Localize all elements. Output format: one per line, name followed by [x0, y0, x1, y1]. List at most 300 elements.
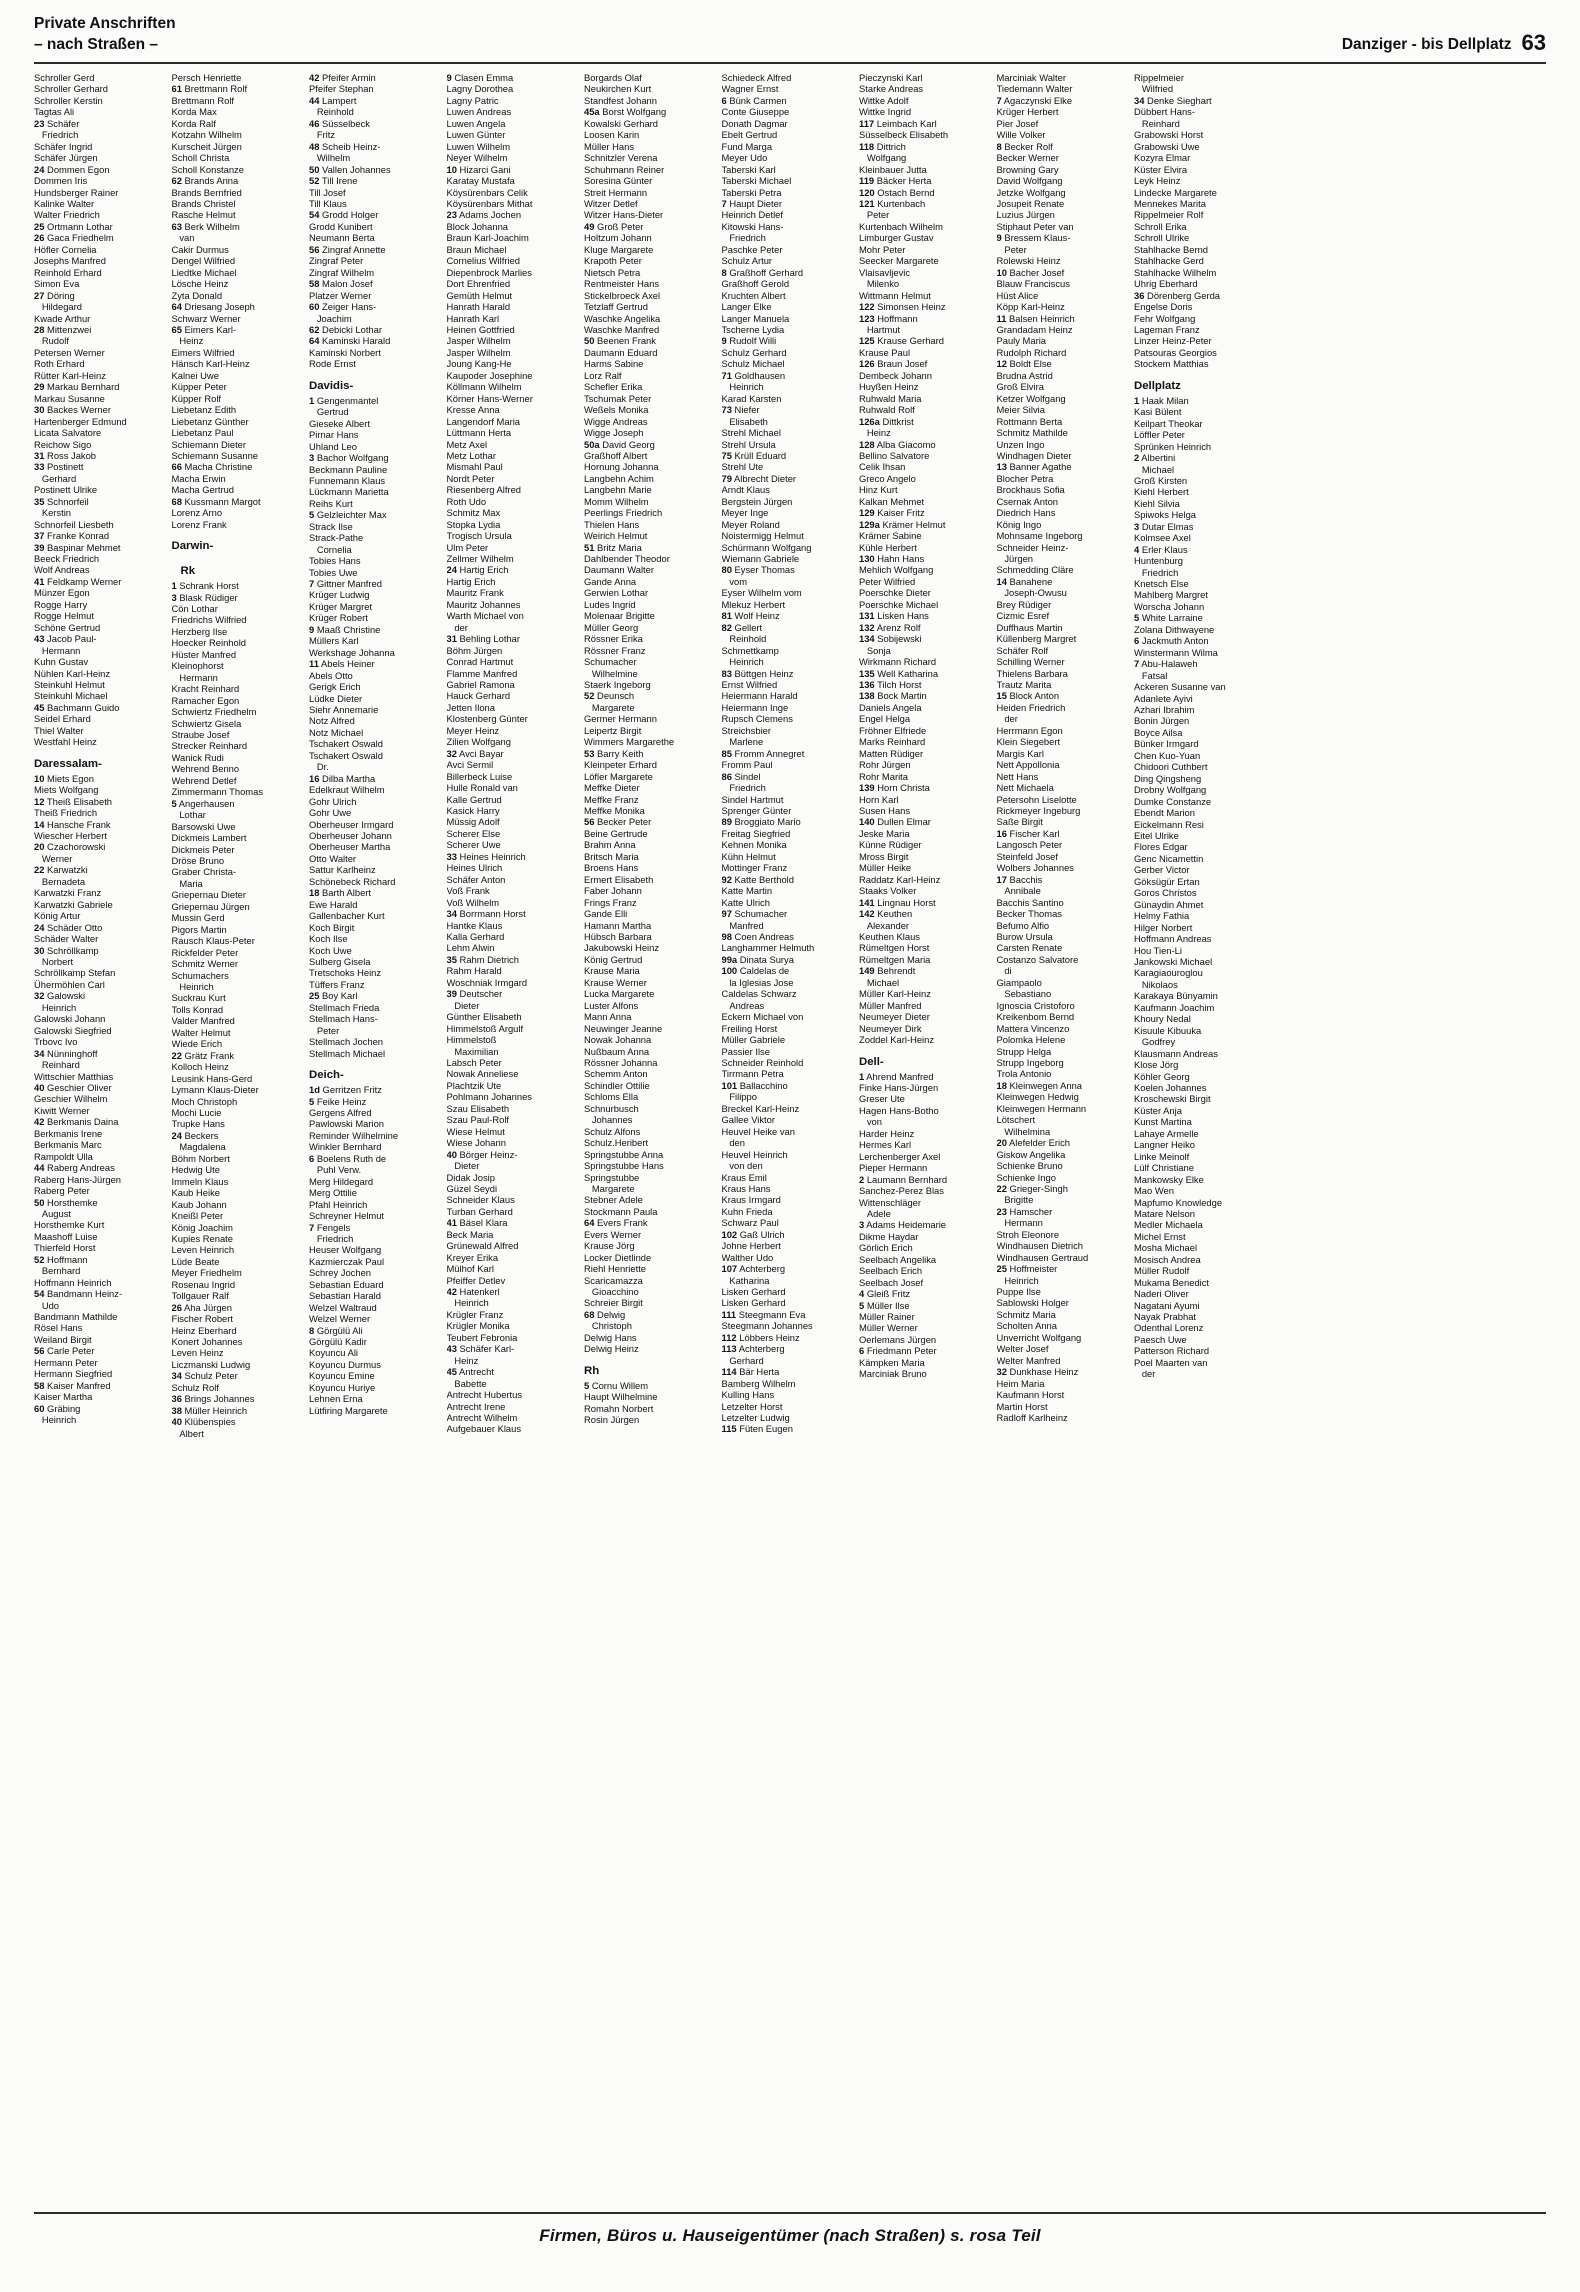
directory-entry: 126 Braun Josef: [859, 358, 928, 370]
directory-entry: Knetsch Else: [1134, 578, 1189, 590]
directory-entry: Meyer Heinz: [446, 724, 500, 736]
directory-entry: 50 Vallen Johannes: [309, 163, 391, 175]
directory-entry: Graßhoff Albert: [584, 449, 648, 461]
directory-entry: Müller Heike: [859, 862, 912, 874]
directory-entry: 135 Well Katharina: [859, 667, 939, 679]
house-number: 135: [859, 667, 875, 679]
directory-entry: 68 Delwig: [584, 1308, 626, 1320]
directory-entry: 8 Görgülü Ali: [309, 1324, 363, 1336]
directory-entry: Hinz Kurt: [859, 484, 898, 496]
directory-entry: 60 Gräbing: [34, 1402, 81, 1414]
directory-entry: Schulz Alfons: [584, 1125, 641, 1137]
directory-entry: Raberg Peter: [34, 1185, 90, 1197]
directory-entry: Paesch Uwe: [1134, 1333, 1187, 1345]
directory-entry: Werner: [34, 852, 73, 864]
directory-entry: Poerschke Dieter: [859, 587, 931, 599]
house-number: 100: [721, 965, 738, 977]
house-number: 11: [996, 312, 1007, 324]
directory-entry: Luwen Angela: [446, 117, 506, 129]
house-number: 41: [446, 1217, 457, 1229]
directory-entry: Hornung Johanna: [584, 461, 659, 473]
directory-entry: Standfest Johann: [584, 94, 657, 106]
directory-entry: Maximilian: [446, 1045, 499, 1057]
directory-entry: Holtzum Johann: [584, 232, 652, 244]
directory-entry: Hartmut: [859, 323, 901, 335]
house-number: 42: [446, 1286, 457, 1298]
directory-entry: Wigge Joseph: [584, 427, 644, 439]
directory-entry: Dengel Wilfried: [171, 255, 236, 267]
directory-entry: Werkshage Johanna: [309, 646, 395, 658]
directory-entry: Krüger Herbert: [996, 106, 1059, 118]
directory-entry: 10 Bacher Josef: [996, 266, 1065, 278]
house-number: 8: [996, 140, 1002, 152]
directory-entry: Koelen Johannes: [1134, 1081, 1207, 1093]
directory-entry: Andreas: [721, 999, 765, 1011]
directory-entry: 31 Ross Jakob: [34, 449, 97, 461]
directory-entry: Koch Birgit: [309, 921, 355, 933]
directory-entry: Marciniak Walter: [996, 72, 1066, 83]
house-number: 23: [446, 209, 457, 221]
house-number: 52: [309, 175, 320, 187]
directory-entry: Greco Angelo: [859, 472, 916, 484]
directory-entry: Jürgen: [996, 553, 1033, 565]
directory-entry: 139 Horn Christa: [859, 782, 930, 794]
directory-entry: Krügler Monika: [446, 1320, 510, 1332]
directory-entry: Conrad Hartmut: [446, 656, 514, 668]
directory-entry: 122 Simonsen Heinz: [859, 301, 946, 313]
directory-entry: Heim Maria: [996, 1377, 1045, 1389]
directory-entry: Valder Manfred: [171, 1015, 235, 1027]
directory-entry: Heinrich: [34, 1001, 77, 1013]
directory-entry: Odenthal Lorenz: [1134, 1322, 1204, 1334]
directory-entry: Springstubbe Anna: [584, 1148, 664, 1160]
directory-entry: Steegmann Johannes: [721, 1320, 813, 1332]
house-number: 139: [859, 782, 875, 794]
directory-entry: Mottinger Franz: [721, 862, 788, 874]
directory-entry: Warth Michael von: [446, 610, 524, 622]
directory-entry: Ding Qingsheng: [1134, 772, 1202, 784]
directory-entry: Strecker Reinhard: [171, 740, 248, 752]
directory-entry: 30 Backes Werner: [34, 404, 111, 416]
directory-entry: Horn Karl: [859, 793, 899, 805]
directory-entry: Kroschewski Birgit: [1134, 1093, 1211, 1105]
directory-entry: Köysürenbars Mithat: [446, 197, 533, 209]
directory-entry: 27 Döring: [34, 289, 75, 301]
directory-entry: Mao Wen: [1134, 1185, 1174, 1197]
directory-entry: Göksügür Ertan: [1134, 875, 1200, 887]
directory-entry: Kuhn Gustav: [34, 656, 89, 668]
directory-entry: 7 Gittner Manfred: [309, 578, 382, 590]
directory-entry: Reminder Wilhelmine: [309, 1129, 399, 1141]
directory-entry: Neumeyer Dirk: [859, 1022, 922, 1034]
directory-entry: 66 Macha Christine: [171, 461, 253, 473]
directory-entry: Meyer Friedhelm: [171, 1267, 242, 1279]
directory-entry: Schäfer Ingrid: [34, 140, 93, 152]
directory-entry: Pieper Hermann: [859, 1162, 928, 1174]
directory-entry: Michel Ernst: [1134, 1230, 1186, 1242]
house-number: 3: [309, 452, 315, 464]
directory-column: [997, 72, 1135, 2202]
directory-entry: Mukama Benedict: [1134, 1276, 1210, 1288]
directory-entry: Pigors Martin: [171, 923, 227, 935]
house-number: 12: [996, 358, 1007, 370]
directory-entry: Reichow Sigo: [34, 438, 92, 450]
directory-entry: 5 Feike Heinz: [309, 1095, 367, 1107]
house-number: 68: [171, 495, 182, 507]
directory-entry: 56 Becker Peter: [584, 816, 652, 828]
directory-entry: 26 Aha Jürgen: [171, 1301, 232, 1313]
directory-entry: Schmitz Mathilde: [996, 427, 1068, 439]
directory-entry: Bernhard: [34, 1265, 81, 1277]
directory-entry: Lymann Klaus-Dieter: [171, 1084, 259, 1096]
directory-entry: Hermann: [34, 644, 81, 656]
directory-entry: 32 Dunkhase Heinz: [996, 1366, 1079, 1378]
directory-entry: Suckrau Kurt: [171, 992, 226, 1004]
directory-entry: Leven Heinrich: [171, 1244, 235, 1256]
directory-entry: Bamberg Wilhelm: [721, 1377, 796, 1389]
directory-entry: Tagtas Ali: [34, 106, 75, 118]
directory-entry: Diedrich Hans: [996, 507, 1056, 519]
directory-entry: 118 Dittrich: [859, 140, 906, 152]
directory-entry: 24 Dommen Egon: [34, 163, 110, 175]
directory-entry: Hundsberger Rainer: [34, 186, 119, 198]
directory-entry: Krapoth Peter: [584, 255, 642, 267]
directory-entry: Eimers Wilfried: [171, 346, 235, 358]
house-number: 130: [859, 553, 875, 565]
directory-entry: Sulberg Gisela: [309, 955, 371, 967]
house-number: 82: [721, 621, 732, 633]
directory-entry: 56 Zingraf Annette: [309, 243, 386, 255]
directory-entry: Strack-Pathe: [309, 532, 364, 544]
house-number: 121: [859, 197, 875, 209]
directory-entry: Hantke Klaus: [446, 919, 503, 931]
directory-entry: Patsouras Georgios: [1134, 346, 1217, 358]
directory-entry: Adele: [859, 1207, 891, 1219]
directory-entry: Heinrich Detlef: [721, 209, 783, 221]
directory-entry: Dembeck Johann: [859, 369, 932, 381]
directory-entry: Körner Hans-Werner: [446, 392, 533, 404]
directory-entry: Hoffmann Heinrich: [34, 1276, 112, 1288]
house-number: 50: [34, 1196, 45, 1208]
directory-entry: Schroller Kerstin: [34, 94, 103, 106]
directory-entry: 71 Goldhausen: [721, 369, 786, 381]
directory-entry: Chen Kuo-Yuan: [1134, 749, 1201, 761]
directory-entry: Tschakert Oswald: [309, 738, 383, 750]
directory-entry: Ernst Wilfried: [721, 679, 778, 691]
directory-entry: Müller Gabriele: [721, 1034, 786, 1046]
directory-entry: Marks Reinhard: [859, 736, 926, 748]
directory-entry: 53 Barry Keith: [584, 747, 644, 759]
directory-entry: 98 Coen Andreas: [721, 930, 794, 942]
directory-entry: Grodd Kunibert: [309, 220, 373, 232]
house-number: 111: [721, 1308, 737, 1320]
directory-entry: Schroll Ulrike: [1134, 232, 1190, 244]
directory-entry: 50 Beenen Frank: [584, 335, 656, 347]
directory-entry: 40 Börger Heinz-: [446, 1148, 518, 1160]
directory-entry: 2 Albertini: [1134, 452, 1176, 464]
directory-entry: Hermann Peter: [34, 1356, 98, 1368]
directory-entry: Gioacchino: [584, 1286, 639, 1298]
directory-entry: Koyuncu Huriye: [309, 1381, 376, 1393]
house-number: 10: [34, 772, 45, 784]
directory-entry: 43 Schäfer Karl-: [446, 1343, 515, 1355]
directory-entry: 14 Hansche Frank: [34, 818, 111, 830]
house-number: 97: [721, 908, 732, 920]
directory-entry: Kluge Margarete: [584, 243, 654, 255]
directory-entry: Petersen Werner: [34, 346, 105, 358]
directory-entry: Langner Heiko: [1134, 1139, 1195, 1151]
directory-entry: 32 Galowski: [34, 990, 86, 1002]
directory-entry: Mross Birgit: [859, 850, 909, 862]
directory-entry: Kraus Emil: [721, 1171, 767, 1183]
directory-entry: 141 Lingnau Horst: [859, 896, 936, 908]
directory-entry: 20 Alefelder Erich: [996, 1137, 1070, 1149]
directory-entry: Seelbach Angelika: [859, 1253, 937, 1265]
directory-entry: Hildegard: [34, 301, 82, 313]
directory-entry: Notz Alfred: [309, 715, 355, 727]
directory-entry: Giampaolo: [996, 976, 1042, 988]
directory-entry: Burow Ursula: [996, 930, 1053, 942]
directory-entry: Schulz Michael: [721, 358, 785, 370]
directory-entry: Goros Christos: [1134, 887, 1197, 899]
directory-entry: August: [34, 1207, 72, 1219]
house-number: 50: [584, 335, 595, 347]
directory-entry: Befumo Alfio: [996, 919, 1050, 931]
directory-entry: Pier Josef: [996, 117, 1039, 129]
directory-entry: 99a Dinata Surya: [721, 953, 794, 965]
directory-entry: Szau Elisabeth: [446, 1102, 510, 1114]
directory-entry: Heinrich: [171, 980, 214, 992]
directory-entry: Lorenz Frank: [171, 518, 227, 530]
directory-entry: 83 Büttgen Heinz: [721, 667, 794, 679]
directory-entry: Evers Werner: [584, 1228, 642, 1240]
house-number: 33: [446, 850, 457, 862]
directory-entry: Küpper Peter: [171, 381, 227, 393]
directory-entry: Heuvel Heinrich: [721, 1148, 788, 1160]
directory-entry: Ewe Harald: [309, 898, 358, 910]
directory-entry: Graber Christa-: [171, 866, 237, 878]
directory-entry: Polomka Helene: [996, 1034, 1066, 1046]
house-number: 26: [34, 232, 45, 244]
house-number: 71: [721, 369, 732, 381]
directory-entry: Wiescher Herbert: [34, 830, 107, 841]
directory-entry: Schnurbusch: [584, 1102, 639, 1114]
house-number: 15: [996, 690, 1007, 702]
directory-column: [584, 72, 722, 2202]
directory-entry: Mülhof Karl: [446, 1263, 494, 1275]
directory-entry: Momm Wilhelm: [584, 495, 649, 507]
directory-entry: Peerlings Friedrich: [584, 507, 663, 519]
directory-entry: 140 Dullen Elmar: [859, 816, 931, 828]
house-number: 5: [309, 509, 315, 521]
directory-entry: Passier Ilse: [721, 1045, 770, 1057]
house-number: 9: [446, 72, 452, 83]
house-number: 73: [721, 404, 732, 416]
directory-entry: Genc Nicamettin: [1134, 852, 1204, 864]
directory-entry: 33 Postinett: [34, 461, 84, 473]
house-number: 20: [996, 1137, 1007, 1149]
directory-entry: Kupies Renate: [171, 1232, 234, 1244]
directory-entry: 111 Steegmann Eva: [721, 1308, 806, 1320]
directory-entry: Pfahl Heinrich: [309, 1198, 368, 1210]
house-number: 34: [171, 1370, 182, 1382]
directory-entry: Britsch Maria: [584, 850, 639, 862]
directory-entry: Drobny Wolfgang: [1134, 784, 1207, 796]
house-number: 25: [34, 220, 45, 232]
directory-entry: Lütfiring Margarete: [309, 1404, 388, 1416]
house-number: 34: [1134, 94, 1145, 106]
directory-entry: 75 Krüll Eduard: [721, 449, 787, 461]
directory-entry: 12 Boldt Else: [996, 358, 1052, 370]
directory-entry: 34 Denke Sieghart: [1134, 94, 1212, 106]
house-number: 107: [721, 1263, 738, 1275]
directory-entry: Rippelmeier Rolf: [1134, 209, 1204, 221]
directory-entry: Susen Hans: [859, 805, 911, 816]
directory-entry: Joseph-Owusu: [996, 587, 1067, 599]
directory-entry: Neyer Wilhelm: [446, 152, 508, 164]
directory-entry: Sebastiano: [996, 988, 1052, 1000]
directory-entry: Dort Ehrenfried: [446, 278, 511, 290]
directory-entry: Schneider Reinhold: [721, 1056, 804, 1068]
house-number: 24: [34, 921, 45, 933]
directory-entry: 65 Eimers Karl-: [171, 323, 237, 335]
directory-entry: Schöne Gertrud: [34, 621, 101, 633]
directory-entry: Hanrath Harald: [446, 301, 511, 313]
directory-entry: Meyer Udo: [721, 152, 768, 164]
directory-entry: Waschke Angelika: [584, 312, 661, 324]
house-number: 49: [584, 220, 595, 232]
directory-entry: Nayak Prabhat: [1134, 1311, 1197, 1323]
directory-entry: Kulling Hans: [721, 1389, 775, 1401]
directory-entry: Schwiertz Friedhelm: [171, 706, 257, 718]
directory-entry: Bonin Jürgen: [1134, 715, 1190, 727]
directory-entry: Steinfeld Josef: [996, 850, 1058, 862]
directory-entry: Kaminski Norbert: [309, 346, 381, 358]
directory-entry: Meffke Dieter: [584, 782, 640, 794]
directory-entry: Schiedeck Alfred: [721, 72, 792, 83]
directory-entry: König Ingo: [996, 518, 1042, 530]
directory-entry: Nietsch Petra: [584, 266, 641, 278]
directory-entry: Oberheuser Irmgard: [309, 818, 394, 830]
house-number: 30: [34, 944, 45, 956]
directory-entry: Dickmeis Lambert: [171, 832, 247, 844]
directory-entry: Waschke Manfred: [584, 323, 660, 335]
directory-entry: Antrecht Irene: [446, 1400, 506, 1412]
directory-entry: Stellmach Jochen: [309, 1036, 383, 1048]
directory-entry: Hanrath Karl: [446, 312, 500, 324]
house-number: 40: [446, 1148, 457, 1160]
directory-entry: Schiemann Susanne: [171, 449, 259, 461]
directory-entry: Kaub Heike: [171, 1187, 220, 1199]
directory-entry: 14 Banahene: [996, 575, 1053, 587]
directory-entry: Schnitzler Verena: [584, 152, 658, 164]
directory-entry: Rössner Franz: [584, 644, 646, 656]
directory-entry: Trola Antonio: [996, 1068, 1052, 1080]
house-number: 44: [309, 94, 320, 106]
directory-entry: Zingraf Peter: [309, 255, 364, 267]
house-number: 5: [1134, 612, 1140, 624]
directory-entry: 117 Leimbach Karl: [859, 117, 937, 129]
directory-entry: Kisuule Kibuuka: [1134, 1024, 1202, 1036]
house-number: 24: [171, 1129, 182, 1141]
directory-entry: Dr.: [309, 761, 329, 773]
directory-entry: Keilpart Theokar: [1134, 417, 1203, 429]
directory-entry: Platzer Werner: [309, 289, 372, 301]
directory-entry: Taberski Karl: [721, 163, 776, 175]
directory-entry: Nowak Johanna: [584, 1034, 652, 1046]
directory-entry: Reinhold Erhard: [34, 266, 102, 278]
directory-entry: Tschumak Peter: [584, 392, 652, 404]
directory-entry: Sablowski Holger: [996, 1297, 1069, 1309]
directory-entry: Heiermann Harald: [721, 690, 798, 702]
house-number: 8: [309, 1324, 315, 1336]
house-number: 16: [309, 772, 320, 784]
directory-entry: Kämpken Maria: [859, 1356, 925, 1368]
directory-entry: Lösche Heinz: [171, 278, 229, 290]
directory-entry: Meffke Monika: [584, 805, 645, 816]
directory-entry: Staaks Volker: [859, 885, 917, 897]
directory-entry: Wilhelmine: [584, 667, 638, 679]
directory-entry: 81 Wolf Heinz: [721, 610, 780, 622]
directory-entry: Hagen Hans-Botho: [859, 1104, 939, 1116]
directory-entry: Albert: [171, 1427, 204, 1439]
directory-entry: Ermert Elisabeth: [584, 873, 654, 885]
directory-entry: Delwig Heinz: [584, 1343, 639, 1355]
directory-entry: Schumacher: [584, 656, 637, 668]
directory-entry: Eickelmann Resi: [1134, 818, 1204, 830]
house-number: 5: [859, 1299, 865, 1311]
directory-entry: Schreier Birgit: [584, 1297, 643, 1309]
directory-entry: Stahlhacke Wilhelm: [1134, 266, 1217, 278]
directory-entry: 25 Boy Karl: [309, 990, 358, 1002]
directory-entry: Lindecke Margarete: [1134, 186, 1217, 198]
house-number: 45a: [584, 106, 600, 118]
directory-entry: 39 Baspinar Mehmet: [34, 541, 121, 553]
house-number: 3: [171, 591, 177, 603]
directory-entry: 4 Gleiß Fritz: [859, 1288, 911, 1300]
directory-entry: Kaupoder Josephine: [446, 369, 533, 381]
directory-entry: Fromm Paul: [721, 759, 773, 771]
house-number: 65: [171, 323, 182, 335]
directory-entry: Beine Gertrude: [584, 827, 648, 839]
directory-entry: Wilfried: [1134, 83, 1174, 95]
directory-entry: 5 Angerhausen: [171, 797, 235, 809]
directory-entry: Sprünken Heinrich: [1134, 440, 1212, 452]
house-number: 18: [309, 887, 320, 899]
directory-entry: Kasick Harry: [446, 805, 500, 816]
directory-entry: Mehlich Wolfgang: [859, 564, 934, 576]
directory-entry: Simon Eva: [34, 278, 80, 290]
directory-entry: 101 Ballacchino: [721, 1079, 788, 1091]
directory-entry: Windhausen Dietrich: [996, 1240, 1083, 1252]
directory-entry: Kreyer Erika: [446, 1251, 499, 1263]
directory-entry: Josephs Manfred: [34, 255, 106, 267]
directory-entry: Krause Jörg: [584, 1240, 635, 1252]
house-number: 31: [446, 633, 457, 645]
house-number: 40: [171, 1416, 182, 1428]
directory-entry: Strupp Ingeborg: [996, 1056, 1064, 1068]
house-number: 101: [721, 1079, 738, 1091]
directory-entry: 42 Berkmanis Daina: [34, 1116, 119, 1128]
directory-entry: Diepenbrock Marlies: [446, 266, 532, 278]
directory-entry: Ebendt Marion: [1134, 807, 1195, 819]
directory-entry: Stockem Matthias: [1134, 358, 1209, 370]
directory-entry: Günaydin Ahmet: [1134, 898, 1204, 910]
directory-entry: Grabowski Horst: [1134, 129, 1204, 141]
directory-entry: Lagny Patric: [446, 94, 499, 106]
directory-entry: Straube Josef: [171, 729, 230, 741]
directory-entry: 125 Krause Gerhard: [859, 335, 944, 347]
